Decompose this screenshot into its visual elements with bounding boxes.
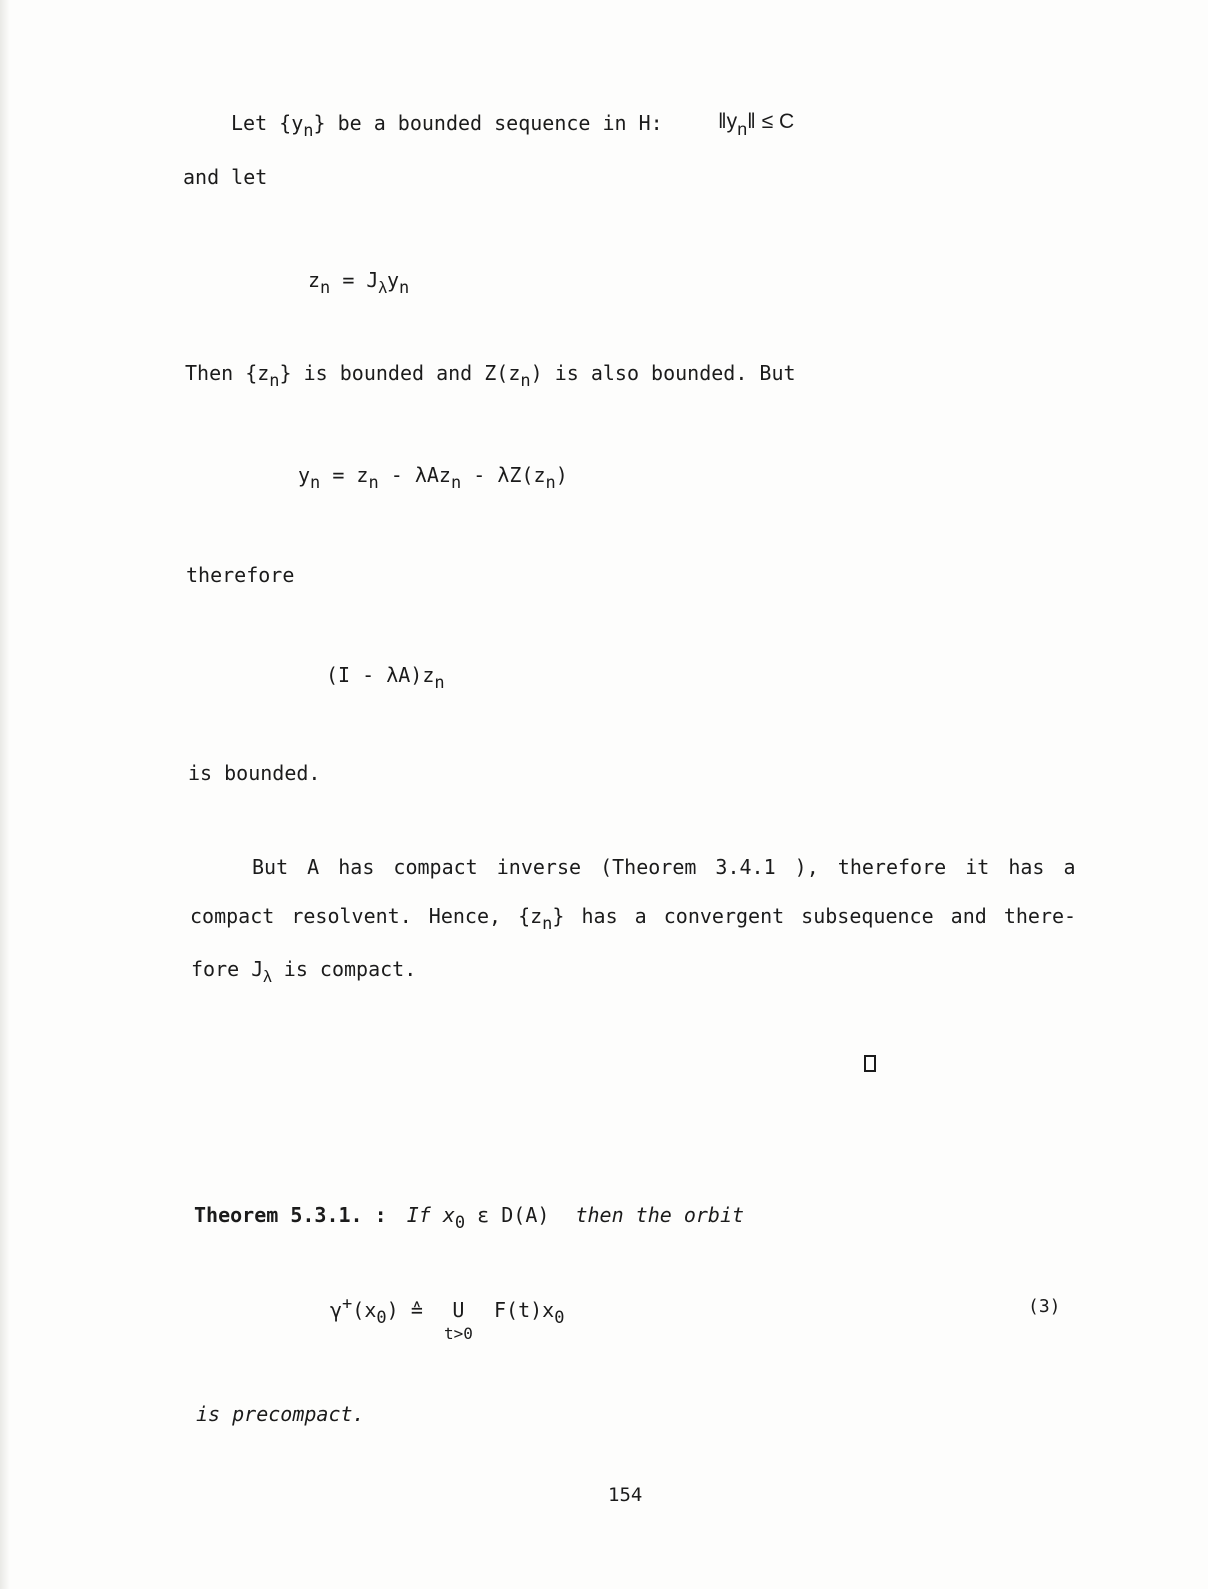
text-let: Let {y	[231, 111, 304, 135]
union-operator	[444, 1300, 473, 1342]
text-bounded-sequence: } be a bounded sequence in H:	[313, 111, 663, 135]
norm-bound	[718, 110, 795, 139]
eq-lambda-Z: - λZ(z	[461, 463, 546, 487]
paragraph-line-1	[252, 857, 1076, 877]
theorem-then-orbit: then the orbit	[575, 1203, 745, 1227]
is-bounded-label: is bounded.	[188, 761, 321, 785]
subscript-n: n	[310, 473, 321, 494]
text-precompact	[196, 1404, 365, 1424]
subscript-0: 0	[376, 1308, 387, 1329]
eq-lambda-Az: - λAz	[378, 463, 451, 487]
text-and-let	[183, 167, 267, 187]
eq-operator-text: (I - λA)z	[326, 663, 435, 687]
para-line-2-post: } has a convergent subsequence and there-	[552, 904, 1077, 928]
norm-close: ‖ ≤ C	[747, 110, 795, 133]
subscript-n: n	[520, 371, 531, 392]
subscript-0: 0	[454, 1213, 466, 1234]
text-line-bounded-sequence	[231, 111, 663, 142]
qed-box-icon	[864, 1055, 876, 1072]
equation-operator	[326, 663, 445, 694]
subscript-n: n	[368, 473, 379, 494]
equation-number	[1028, 1298, 1061, 1316]
subscript-n: n	[450, 473, 462, 494]
page-edge	[0, 0, 10, 1589]
eq-close-paren: )	[555, 463, 568, 487]
eq-y: y	[298, 463, 311, 487]
subscript-lambda: λ	[378, 278, 387, 298]
text-line-then	[185, 361, 796, 392]
theorem-in-domain: ε D(A)	[465, 1203, 550, 1227]
equation-number-label: (3)	[1028, 1296, 1061, 1317]
orbit-defined-as: ) ≙	[386, 1298, 423, 1322]
equation-y-expansion	[298, 463, 568, 494]
paragraph-line-3	[191, 957, 417, 987]
and-let-label: and let	[183, 165, 268, 189]
paragraph-line-2	[190, 904, 1077, 935]
norm-open: ‖y	[718, 110, 738, 133]
therefore-label: therefore	[186, 563, 295, 587]
page-number	[608, 1486, 642, 1505]
union-symbol: U	[452, 1298, 465, 1322]
theorem-statement	[194, 1203, 745, 1234]
eq-equals-J: = J	[330, 268, 379, 292]
subscript-0: 0	[554, 1308, 565, 1329]
orbit-arg: (x	[352, 1298, 377, 1322]
subscript-n: n	[434, 673, 445, 694]
orbit-rhs-text: F(t)x	[494, 1298, 555, 1322]
theorem-label: Theorem 5.3.1. :	[194, 1203, 387, 1227]
then-text: Then {z	[185, 361, 270, 385]
text-is-bounded	[188, 763, 320, 783]
theorem-if: If x	[406, 1203, 455, 1227]
subscript-n: n	[320, 278, 331, 299]
para-line-3-post: is compact.	[271, 957, 417, 981]
subscript-n: n	[545, 473, 556, 494]
text-therefore	[186, 565, 294, 585]
eq-equals-z: = z	[320, 463, 369, 487]
then-post-text: ) is also bounded. But	[530, 361, 796, 385]
subscript-n: n	[737, 118, 748, 139]
page-number-label: 154	[608, 1484, 643, 1506]
para-line-2-pre: compact resolvent. Hence, {z	[190, 904, 543, 928]
subscript-n: n	[269, 371, 280, 392]
subscript-lambda: λ	[263, 967, 272, 987]
union-index: t>0	[444, 1324, 473, 1343]
precompact-label: is precompact.	[196, 1402, 365, 1426]
eq-z: z	[308, 268, 321, 292]
para-line-3-pre: fore J	[191, 957, 264, 981]
superscript-plus: +	[342, 1294, 353, 1315]
subscript-n: n	[303, 121, 314, 142]
then-mid-text: } is bounded and Z(z	[279, 361, 521, 385]
orbit-rhs	[494, 1298, 565, 1329]
equation-orbit	[330, 1294, 423, 1329]
subscript-n: n	[542, 914, 553, 935]
subscript-n: n	[399, 278, 410, 299]
para-line-1-text: But A has compact inverse (Theorem 3.4.1 ), therefore it has a	[252, 855, 1076, 879]
gamma-symbol: γ	[330, 1298, 343, 1322]
equation-z-definition	[308, 268, 410, 299]
eq-y: y	[386, 268, 400, 292]
